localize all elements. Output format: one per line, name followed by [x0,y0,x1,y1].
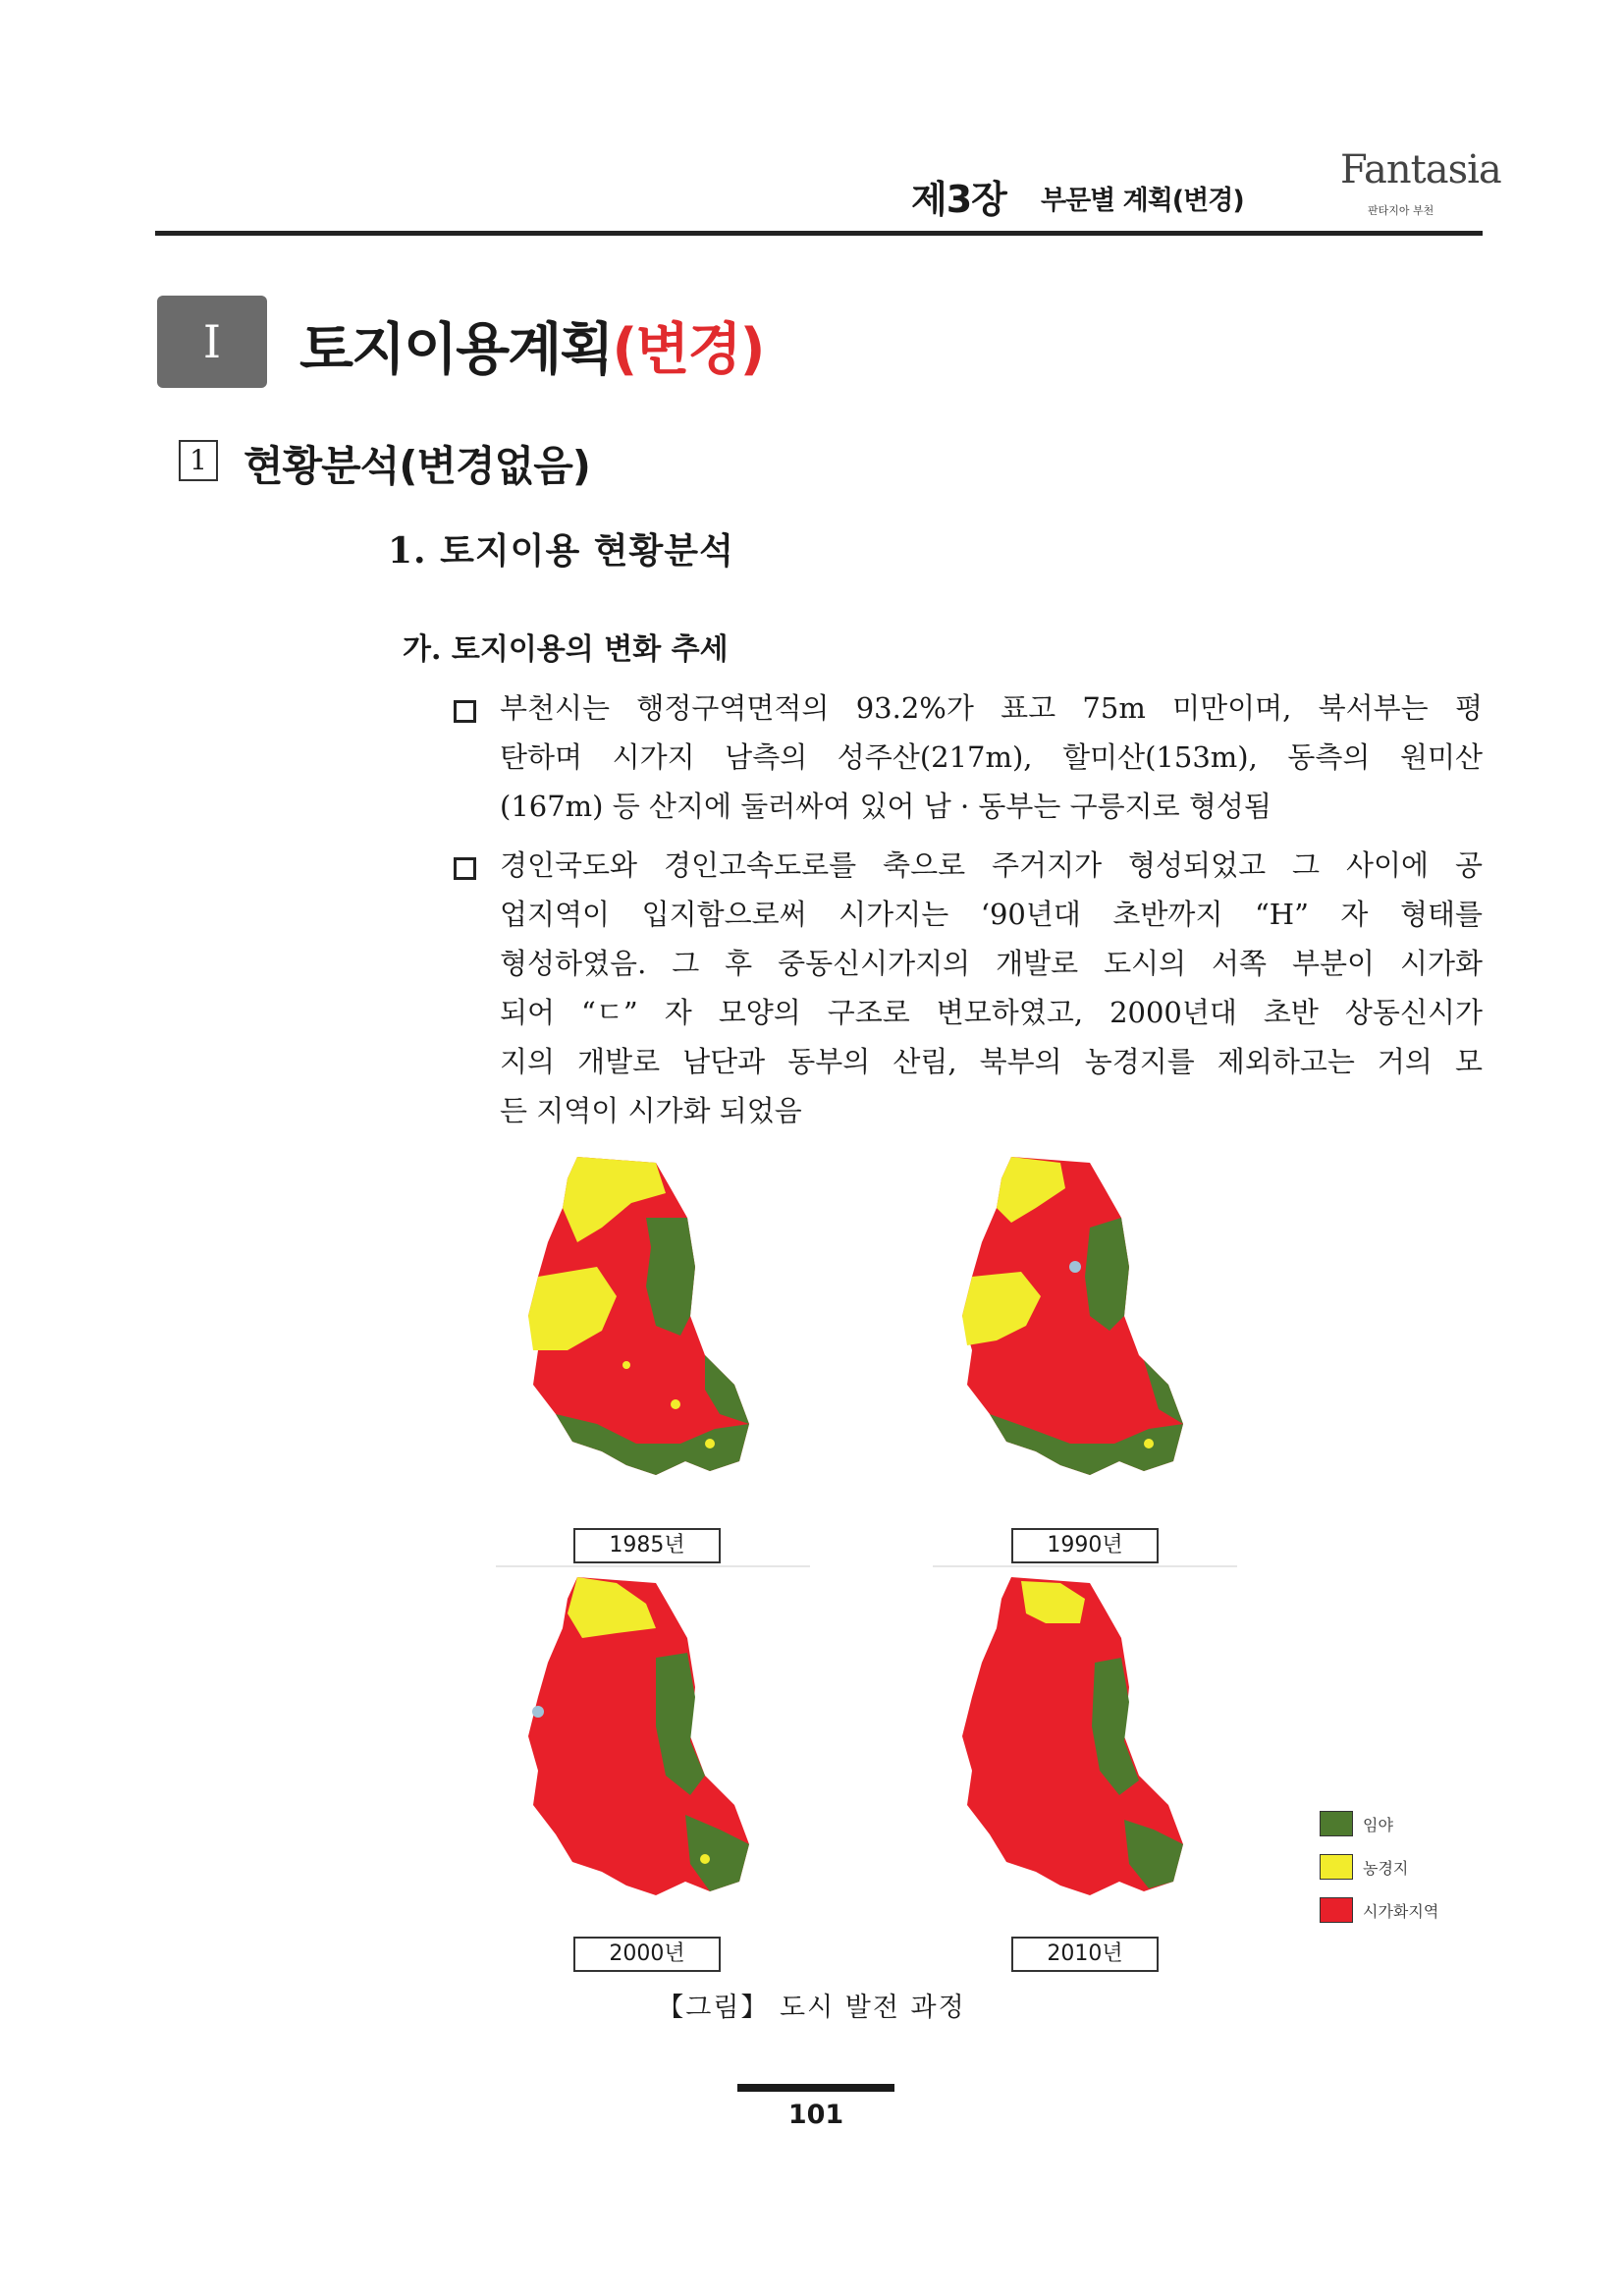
section-number-box: I [157,296,267,388]
paragraph-line: 탄하며 시가지 남측의 성주산(217m), 할미산(153m), 동측의 원미산 [500,740,1483,774]
paragraph-line: (167m) 등 산지에 둘러싸여 있어 남 · 동부는 구릉지로 형성됨 [500,790,1271,823]
map-year-label: 2000년 [573,1937,721,1972]
paragraph-line: 부천시는 행정구역면적의 93.2%가 표고 75m 미만이며, 북서부는 평 [500,691,1483,725]
section-title-suffix: (변경) [612,317,764,382]
chapter-subtitle: 부문별 계획(변경) [1041,186,1244,216]
land-use-map-1990 [943,1149,1257,1512]
checkbox-bullet-icon [454,700,476,723]
footer-bar [737,2084,894,2092]
map-legend [1314,1789,1461,1956]
map-year-label: 1990년 [1011,1528,1159,1563]
map-year-label: 1985년 [573,1528,721,1563]
paragraph-line: 업지역이 입지함으로써 시가지는 ‘90년대 초반까지 “H” 자 형태를 [500,898,1483,931]
figure-divider [496,1565,810,1567]
header-divider [155,231,1483,236]
subsection-title: 현황분석(변경없음) [243,442,590,490]
legend-label: 임야 [1363,1816,1393,1834]
logo-word: Fantasia [1340,147,1501,192]
land-use-map-1985 [509,1149,823,1512]
paragraph-line: 형성하였음. 그 후 중동신시가지의 개발로 도시의 서쪽 부분이 시가화 [500,947,1483,980]
checkbox-bullet-icon [454,857,476,880]
paragraph-line: 되어 “ㄷ” 자 모양의 구조로 변모하였고, 2000년대 초반 상동신시가 [500,996,1483,1029]
fantasia-logo [1340,147,1501,226]
land-use-map-2010 [943,1569,1257,1933]
page-number: 101 [787,2100,844,2130]
paragraph-line: 지의 개발로 남단과 동부의 산림, 북부의 농경지를 제외하고는 거의 모 [500,1045,1483,1078]
bullet-paragraph [454,841,1483,1135]
section-title [299,304,764,385]
map-year-label: 2010년 [1011,1937,1159,1972]
subsection-number-box: 1 [179,440,218,481]
paragraph-line: 든 지역이 시가화 되었음 [500,1094,802,1127]
heading-level-2: 가. 토지이용의 변화 추세 [403,632,729,667]
figure-divider [933,1565,1237,1567]
bullet-paragraph [454,683,1483,831]
paragraph-line: 경인국도와 경인고속도로를 축으로 주거지가 형성되었고 그 사이에 공 [500,848,1483,882]
legend-swatch [1320,1897,1353,1923]
logo-subtext: 판타지아 부천 [1368,204,1434,217]
heading-level-1: 1. 토지이용 현황분석 [388,530,734,572]
chapter-label: 제3장 [911,178,1006,221]
legend-label: 농경지 [1363,1859,1409,1878]
section-title-main: 토지이용계획 [299,317,613,382]
figure-caption: 【그림】 도시 발전 과정 [657,1993,966,2023]
legend-swatch [1320,1854,1353,1880]
legend-swatch [1320,1811,1353,1836]
land-use-map-2000 [509,1569,823,1933]
legend-label: 시가화지역 [1363,1902,1439,1921]
